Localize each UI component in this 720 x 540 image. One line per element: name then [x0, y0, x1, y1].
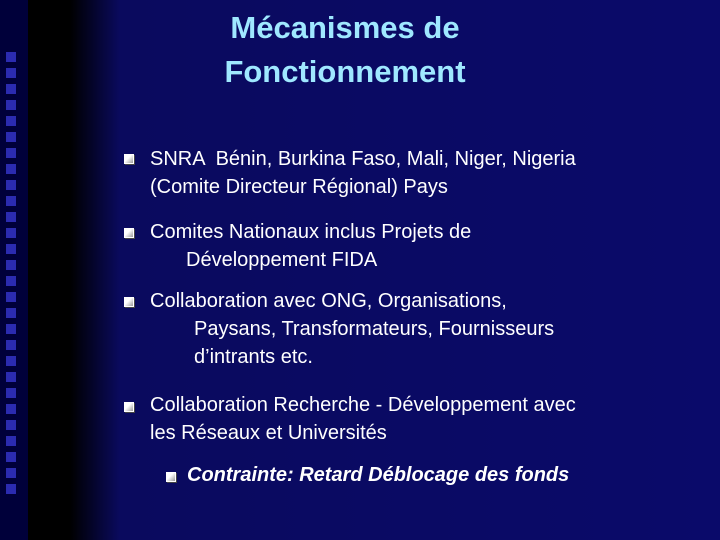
decor-square — [6, 212, 16, 222]
decor-square — [6, 116, 16, 126]
decor-square — [6, 308, 16, 318]
bullet-square-icon — [124, 154, 134, 164]
decor-square — [6, 52, 16, 62]
title-line-2: Fonctionnement — [224, 54, 466, 89]
decor-square — [6, 420, 16, 430]
decor-square — [6, 404, 16, 414]
bullet-1-line-1: SNRA Bénin, Burkina Faso, Mali, Niger, Nigeria — [150, 148, 576, 170]
decor-square — [6, 244, 16, 254]
bullet-square-icon — [124, 402, 134, 412]
decor-square — [6, 164, 16, 174]
decor-square — [6, 100, 16, 110]
decor-square — [6, 292, 16, 302]
decor-square — [6, 484, 16, 494]
decor-square — [6, 148, 16, 158]
bullet-3-line-2: Paysans, Transformateurs, Fournisseurs — [194, 318, 555, 340]
bullet-4-line-2: les Réseaux et Universités — [150, 422, 387, 444]
sub-bullet-square-icon — [166, 472, 176, 482]
bullet-4-line-1: Collaboration Recherche - Développement avec — [150, 394, 576, 416]
slide-title — [130, 6, 560, 94]
bullet-1-line-2: (Comite Directeur Régional) Pays — [150, 176, 448, 198]
decor-square — [6, 276, 16, 286]
bullet-square-icon — [124, 228, 134, 238]
decor-square — [6, 260, 16, 270]
title-line-1: Mécanismes de — [230, 10, 460, 45]
bullet-square-icon — [124, 297, 134, 307]
decor-square — [6, 388, 16, 398]
decor-square — [6, 196, 16, 206]
decor-square — [6, 340, 16, 350]
decor-square — [6, 356, 16, 366]
bullet-2-line-2: Développement FIDA — [186, 249, 378, 271]
decor-square — [6, 228, 16, 238]
left-decoration — [0, 0, 28, 540]
decor-square — [6, 468, 16, 478]
sub-bullet-text: Contrainte: Retard Déblocage des fonds — [187, 464, 570, 486]
decor-square — [6, 180, 16, 190]
decor-square — [6, 372, 16, 382]
bullet-2-line-1: Comites Nationaux inclus Projets de — [150, 221, 472, 243]
decor-square — [6, 68, 16, 78]
bullet-3-line-3: d’intrants etc. — [194, 346, 313, 368]
decor-square — [6, 84, 16, 94]
decor-square — [6, 436, 16, 446]
decor-square — [6, 132, 16, 142]
bullet-3-line-1: Collaboration avec ONG, Organisations, — [150, 290, 507, 312]
decor-square — [6, 324, 16, 334]
decor-square — [6, 452, 16, 462]
